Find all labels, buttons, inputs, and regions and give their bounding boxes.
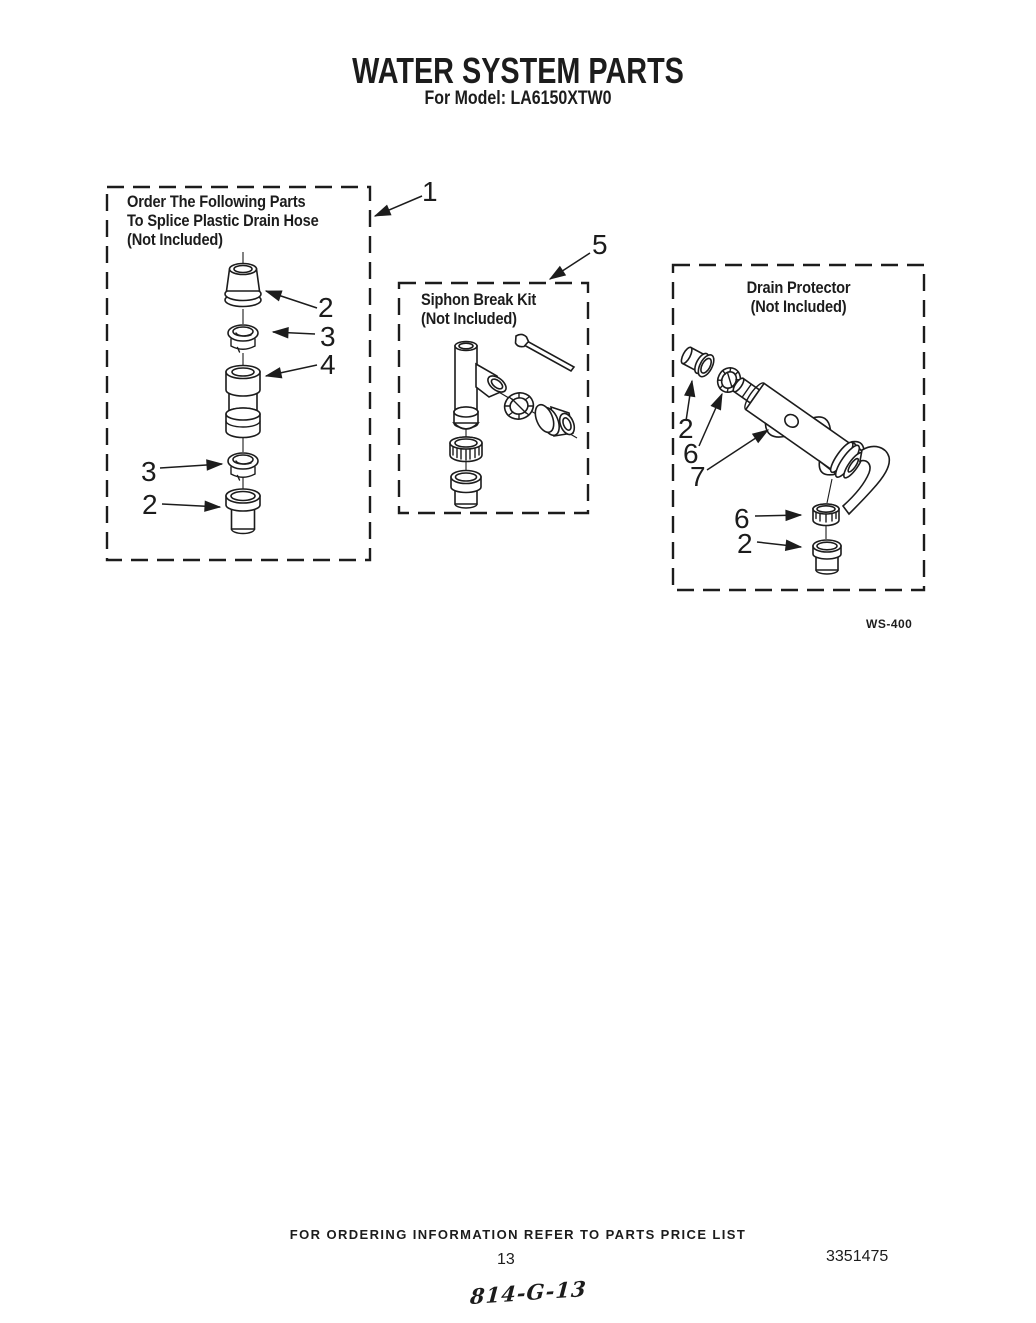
splice-coupling-bottom <box>226 489 260 534</box>
ordering-note: FOR ORDERING INFORMATION REFER TO PARTS PRICE LIST <box>289 1227 747 1242</box>
callout-2-top-coupling: 2 <box>318 292 334 323</box>
callout-2-drain-hose-end-top: 2 <box>678 413 694 444</box>
callout-6-drain-clamp-top: 6 <box>683 438 699 469</box>
callout-3-upper-clamp: 3 <box>320 321 336 352</box>
callout-4-connector: 4 <box>320 349 336 380</box>
drain-box-title-line2: (Not Included) <box>750 297 847 316</box>
splice-box-title-line2: To Splice Plastic Drain Hose <box>127 211 319 230</box>
callout-5-siphon-box: 5 <box>592 229 608 260</box>
splice-parts-illustration <box>225 252 261 534</box>
callout-1-splice-box: 1 <box>422 176 438 207</box>
drain-hose-end-bottom <box>813 540 841 574</box>
siphon-band-clamp <box>450 437 482 462</box>
siphon-box-title-line2: (Not Included) <box>421 309 517 328</box>
handwritten-code: 814-G-13 <box>469 1275 588 1310</box>
splice-coupling-top <box>225 264 261 307</box>
splice-box-title <box>127 192 319 249</box>
siphon-box-title <box>421 290 536 328</box>
page-subtitle: For Model: LA6150XTW0 <box>424 88 612 109</box>
drain-box-title <box>691 278 907 316</box>
drain-hose-end-top <box>678 343 717 379</box>
siphon-clamp-ring <box>501 389 537 423</box>
callout-3-lower-clamp: 3 <box>141 456 157 487</box>
drain-clamp-bottom <box>813 504 839 526</box>
siphon-tube <box>454 342 509 430</box>
page-title: WATER SYSTEM PARTS <box>352 50 684 91</box>
callout-2-bottom-coupling: 2 <box>142 489 158 520</box>
siphon-cable-tie <box>516 334 575 371</box>
splice-box-title-line1: Order The Following Parts <box>127 192 306 211</box>
siphon-hose-end <box>451 471 481 509</box>
siphon-break-kit-illustration <box>450 334 577 508</box>
siphon-box-title-line1: Siphon Break Kit <box>421 290 537 309</box>
drain-protector-illustration <box>678 343 889 574</box>
splice-clamp-upper <box>228 325 258 352</box>
callout-6-drain-clamp-bottom: 6 <box>734 503 750 534</box>
callout-2-drain-hose-end-bottom: 2 <box>737 528 753 559</box>
page-number: 13 <box>497 1251 515 1268</box>
siphon-end-cap <box>532 402 577 438</box>
splice-connector <box>226 366 260 438</box>
drain-protector-body <box>722 365 869 487</box>
catalog-number: 3351475 <box>826 1248 889 1265</box>
splice-box-title-line3: (Not Included) <box>127 230 223 249</box>
callout-7-drain-protector: 7 <box>690 461 706 492</box>
splice-clamp-lower <box>228 453 258 480</box>
diagram-code: WS-400 <box>866 617 913 631</box>
drain-box-title-line1: Drain Protector <box>746 278 851 297</box>
